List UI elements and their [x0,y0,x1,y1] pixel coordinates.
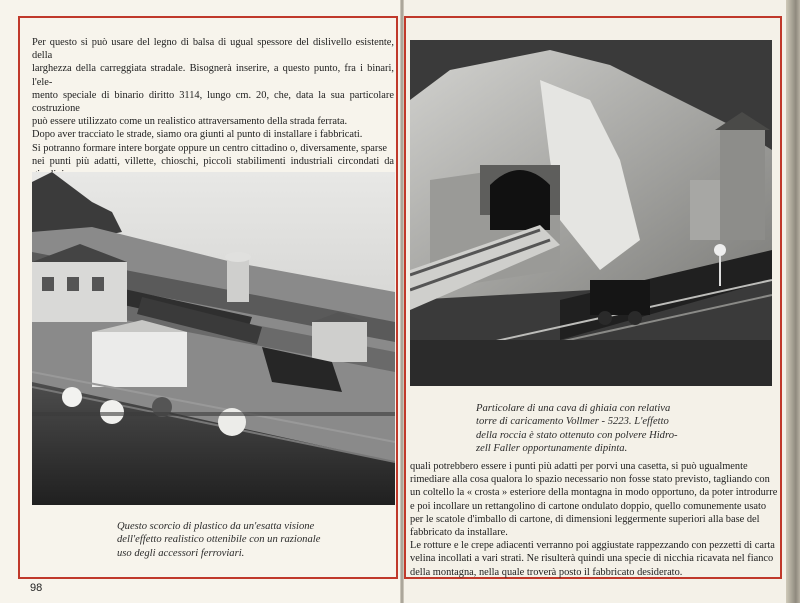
caption-line: Particolare di una cava di ghiaia con relativa [476,403,671,414]
text-line: rimediare alla cosa qualora lo spazio necessario non fosse stato previsto, tagliando con [410,474,770,486]
text-line: nei punti più adatti, villette, chioschi, piccoli stabilimenti industriali circondati da [32,155,394,167]
model-railway-station-photo [32,172,395,505]
caption-line: dell'effetto realistico ottenibile con un razionale [117,534,321,546]
page-edge-shadow [786,0,800,603]
book-gutter [400,0,404,603]
text-line: fabbricato da installare. [410,527,508,539]
text-line: e poi incollare un rettangolino di cartone ondulato doppio, quello comunemente usato [410,500,767,512]
right-body-text [410,460,778,579]
caption-line: uso degli accessori ferroviari. [117,547,245,559]
caption-line: zell Faller opportunamente dipinta. [476,443,628,455]
text-line: Le rotture e le crepe adiacenti verranno poi aggiustate rappezzando con pezzetti di carta [410,540,775,552]
page-number: 98 [30,582,43,594]
caption-line: Questo scorcio di plastico da un'esatta visione [117,521,315,532]
left-photo-caption [117,520,362,560]
text-line: Per questo si può usare del legno di balsa di ugual spessore del dislivello esistente, della [32,37,394,62]
text-line: Si potranno formare intere borgate oppure un centro cittadino o, diversamente, sparse [32,142,387,154]
text-line: velina incollati a vari strati. Ne risulterà quindi una specie di nicchia ricavata nel fianco [410,553,774,565]
text-line: della montagna, nella quale troverà posto il fabbricato desiderato. [410,566,683,578]
text-line: un coltello la « crosta » esteriore della montagna in modo opportuno, da poter introdurre [410,487,778,499]
caption-line: torre di caricamento Vollmer - 5223. L'effetto [476,416,669,428]
quarry-photo-illustration [410,40,772,386]
station-photo-illustration [32,172,395,505]
caption-line: della roccia è stato ottenuto con polvere Hidro- [476,429,678,441]
right-photo-caption [476,402,776,456]
text-line: Dopo aver tracciato le strade, siamo ora giunti al punto di installare i fabbricati. [32,129,363,141]
text-line: può essere utilizzato come un realistico attraversamento della strada ferrata. [32,116,348,128]
text-line: larghezza della carreggiata stradale. Bisognerà inserire, a questo punto, fra i binari, l'ele- [32,63,394,88]
text-line: mento speciale di binario diritto 3114, lungo cm. 20, che, data la sua particolare costruzione [32,89,394,115]
gravel-quarry-photo [410,40,772,386]
text-line: per le scatole d'imballo di cartone, di dimensioni leggermente superiori alla base del [410,513,760,525]
text-line: quali potrebbero essere i punti più adatti per porvi una casetta, si può ugualmente [410,461,748,472]
